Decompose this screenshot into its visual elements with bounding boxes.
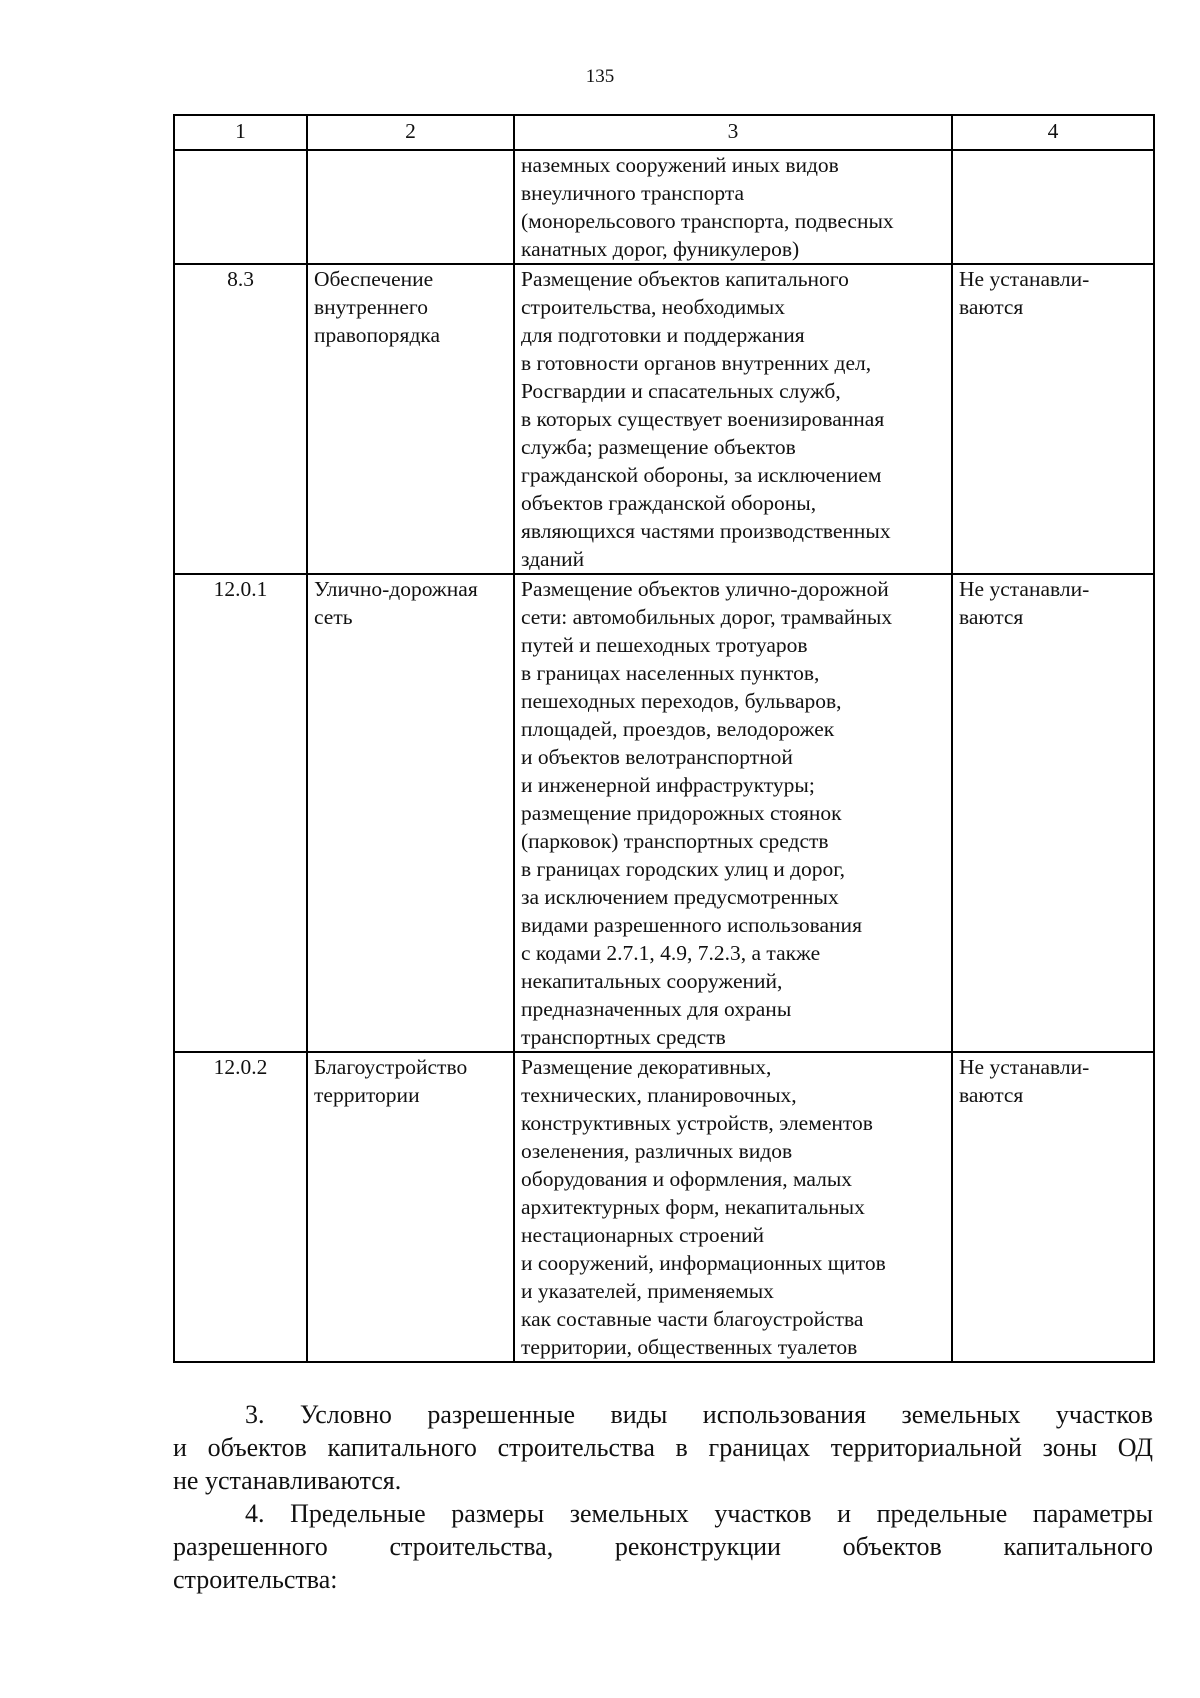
paragraph-line: 4. Предельные размеры земельных участков и предельные параметры — [245, 1499, 1153, 1528]
row-params: Не устанавли- ваются — [952, 264, 1154, 574]
row-name: Благоустройство территории — [307, 1052, 514, 1362]
row-description: наземных сооружений иных видов внеуличного транспорта (монорельсового транспорта, подвесных канатных дорог, фуникулеров) — [514, 150, 952, 264]
column-header: 4 — [952, 115, 1154, 150]
row-code: 12.0.2 — [174, 1052, 307, 1362]
paragraph-line: не устанавливаются. — [173, 1466, 402, 1495]
paragraph-line: разрешенного строительства, реконструкции объектов капитального — [173, 1532, 1153, 1561]
row-code — [174, 150, 307, 264]
table-row — [174, 264, 1154, 574]
row-params — [952, 150, 1154, 264]
row-description: Размещение декоративных, технических, планировочных, конструктивных устройств, элементов озеленения, различных видов оборудования и оформления, малых архитектурных форм, некапитальных нестационарных строений и сооружений, информационных щитов и указателей, применяемых как составные части благоустройства территории, общественных туалетов — [514, 1052, 952, 1362]
row-params: Не устанавли- ваются — [952, 1052, 1154, 1362]
paragraph-4 — [173, 1497, 1153, 1596]
page-number: 135 — [585, 66, 615, 87]
table-row — [174, 1052, 1154, 1362]
table-row — [174, 150, 1154, 264]
row-name — [307, 150, 514, 264]
row-description: Размещение объектов улично-дорожной сети: автомобильных дорог, трамвайных путей и пешеходных тротуаров в границах населенных пунктов, пешеходных переходов, бульваров, площадей, проездов, велодорожек и объектов велотранспортной и инженерной инфраструктуры; размещение придорожных стоянок (парковок) транспортных средств в границах городских улиц и дорог, за исключением предусмотренных видами разрешенного использования с кодами 2.7.1, 4.9, 7.2.3, а также некапитальных сооружений, предназначенных для охраны транспортных средств — [514, 574, 952, 1052]
table-row — [174, 574, 1154, 1052]
table-header-row — [174, 115, 1154, 150]
paragraph-3 — [173, 1398, 1153, 1497]
row-name: Улично-дорожная сеть — [307, 574, 514, 1052]
column-header: 1 — [174, 115, 307, 150]
row-params: Не устанавли- ваются — [952, 574, 1154, 1052]
row-name: Обеспечение внутреннего правопорядка — [307, 264, 514, 574]
paragraph-line: и объектов капитального строительства в границах территориальной зоны ОД — [173, 1433, 1153, 1462]
land-use-table — [173, 114, 1155, 1363]
paragraph-line: строительства: — [173, 1565, 338, 1594]
column-header: 2 — [307, 115, 514, 150]
row-description: Размещение объектов капитального строительства, необходимых для подготовки и поддержания в готовности органов внутренних дел, Росгвардии и спасательных служб, в которых существует военизированная служба; размещение объектов гражданской обороны, за исключением объектов гражданской обороны, являющихся частями производственных зданий — [514, 264, 952, 574]
paragraph-line: 3. Условно разрешенные виды использования земельных участков — [245, 1400, 1153, 1429]
row-code: 12.0.1 — [174, 574, 307, 1052]
row-code: 8.3 — [174, 264, 307, 574]
column-header: 3 — [514, 115, 952, 150]
